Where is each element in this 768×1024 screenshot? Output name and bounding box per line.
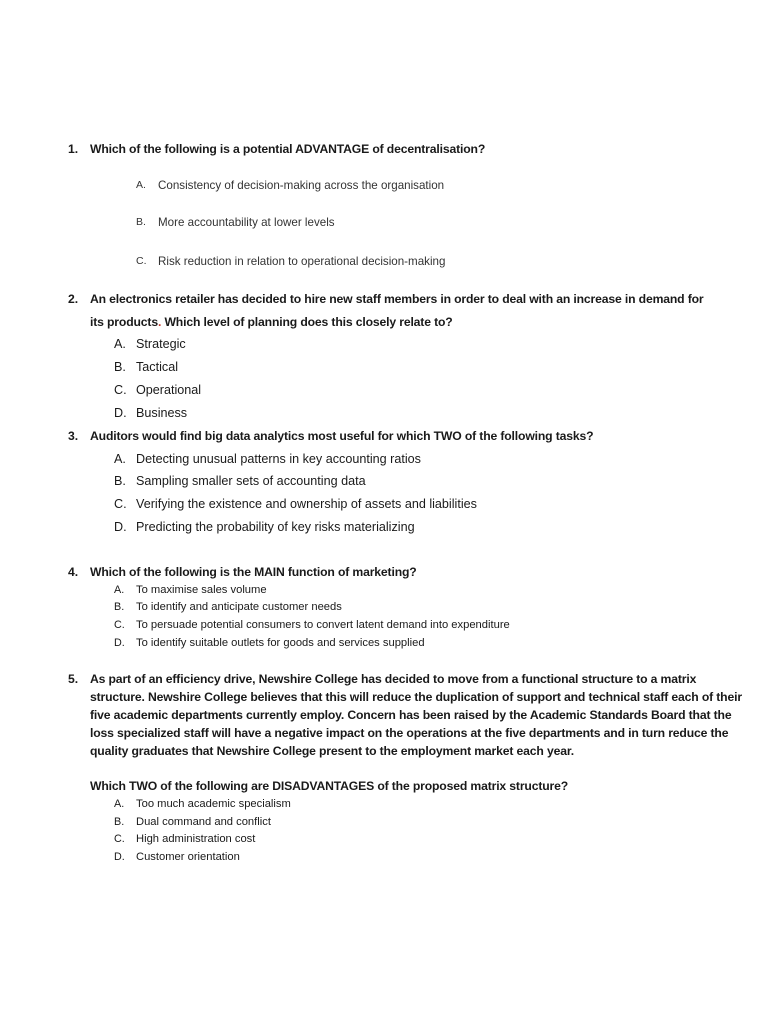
option-text: More accountability at lower levels	[158, 216, 335, 229]
option-letter: D.	[114, 520, 127, 534]
option-letter: C.	[114, 833, 125, 845]
option-letter: C.	[136, 255, 147, 267]
option-letter: C.	[114, 383, 127, 397]
option-letter: A.	[114, 452, 126, 466]
option-letter: B.	[114, 474, 126, 488]
option-text: Customer orientation	[136, 851, 240, 863]
option-letter: D.	[114, 851, 125, 863]
option-text: Business	[136, 406, 188, 420]
question-text: Which of the following is a potential ADVANTAGE of decentralisation?	[90, 142, 486, 156]
option-letter: B.	[114, 360, 126, 374]
option-text: To identify suitable outlets for goods and services supplied	[136, 637, 425, 649]
option-text: Strategic	[136, 337, 186, 351]
question-number: 5.	[68, 672, 79, 686]
question-text-line-2: structure. Newshire College believes that this will reduce the duplication of support and technical staff each of their	[90, 690, 742, 704]
question-text: Auditors would find big data analytics most useful for which TWO of the following tasks?	[90, 429, 594, 443]
question-text-line-4: loss specialized staff will have a negative impact on the operations at the five departments and in turn reduce the	[90, 726, 729, 740]
option-letter: C.	[114, 497, 127, 511]
option-text: Consistency of decision-making across the organisation	[158, 179, 445, 192]
option-text: Dual command and conflict	[136, 816, 271, 828]
option-text: To persuade potential consumers to convert latent demand into expenditure	[136, 619, 510, 631]
option-letter: B.	[136, 216, 146, 228]
question-text-line-5: quality graduates that Newshire College present to the employment market each year.	[90, 744, 575, 758]
question-number: 3.	[68, 429, 79, 443]
option-text: Detecting unusual patterns in key accounting ratios	[136, 452, 421, 466]
option-text: Too much academic specialism	[136, 798, 291, 810]
option-text: Sampling smaller sets of accounting data	[136, 474, 366, 488]
sub-question-text: Which TWO of the following are DISADVANTAGES of the proposed matrix structure?	[90, 779, 569, 793]
option-letter: A.	[114, 584, 125, 596]
option-letter: A.	[114, 798, 125, 810]
question-number: 4.	[68, 565, 79, 579]
question-text-line-1: An electronics retailer has decided to hire new staff members in order to deal with an increase in demand for	[90, 292, 704, 306]
question-text-line-2	[90, 315, 453, 329]
option-letter: B.	[114, 601, 125, 613]
option-letter: D.	[114, 637, 125, 649]
option-text: To maximise sales volume	[136, 584, 267, 596]
option-text: Operational	[136, 383, 202, 397]
option-text: High administration cost	[136, 833, 256, 845]
option-letter: B.	[114, 816, 125, 828]
question-text-line-1: As part of an efficiency drive, Newshire College has decided to move from a functional structure to a matrix	[90, 672, 697, 686]
question-text-line-3: five academic departments currently employ. Concern has been raised by the Academic Standards Board that the	[90, 708, 732, 722]
option-text: Tactical	[136, 360, 178, 374]
question-text: Which of the following is the MAIN function of marketing?	[90, 565, 417, 579]
question-number: 1.	[68, 142, 79, 156]
question-number: 2.	[68, 292, 79, 306]
option-text: Risk reduction in relation to operational decision-making	[158, 255, 446, 268]
option-letter: C.	[114, 619, 125, 631]
option-letter: A.	[136, 179, 146, 191]
option-text: Predicting the probability of key risks materializing	[136, 520, 415, 534]
question-text-part: Which level of planning does this closely relate to?	[161, 315, 453, 329]
question-text-dot: .	[157, 315, 162, 329]
option-letter: A.	[114, 337, 126, 351]
option-letter: D.	[114, 406, 127, 420]
option-text: Verifying the existence and ownership of assets and liabilities	[136, 497, 477, 511]
question-text-part: its products	[90, 315, 158, 329]
option-text: To identify and anticipate customer needs	[136, 601, 342, 613]
